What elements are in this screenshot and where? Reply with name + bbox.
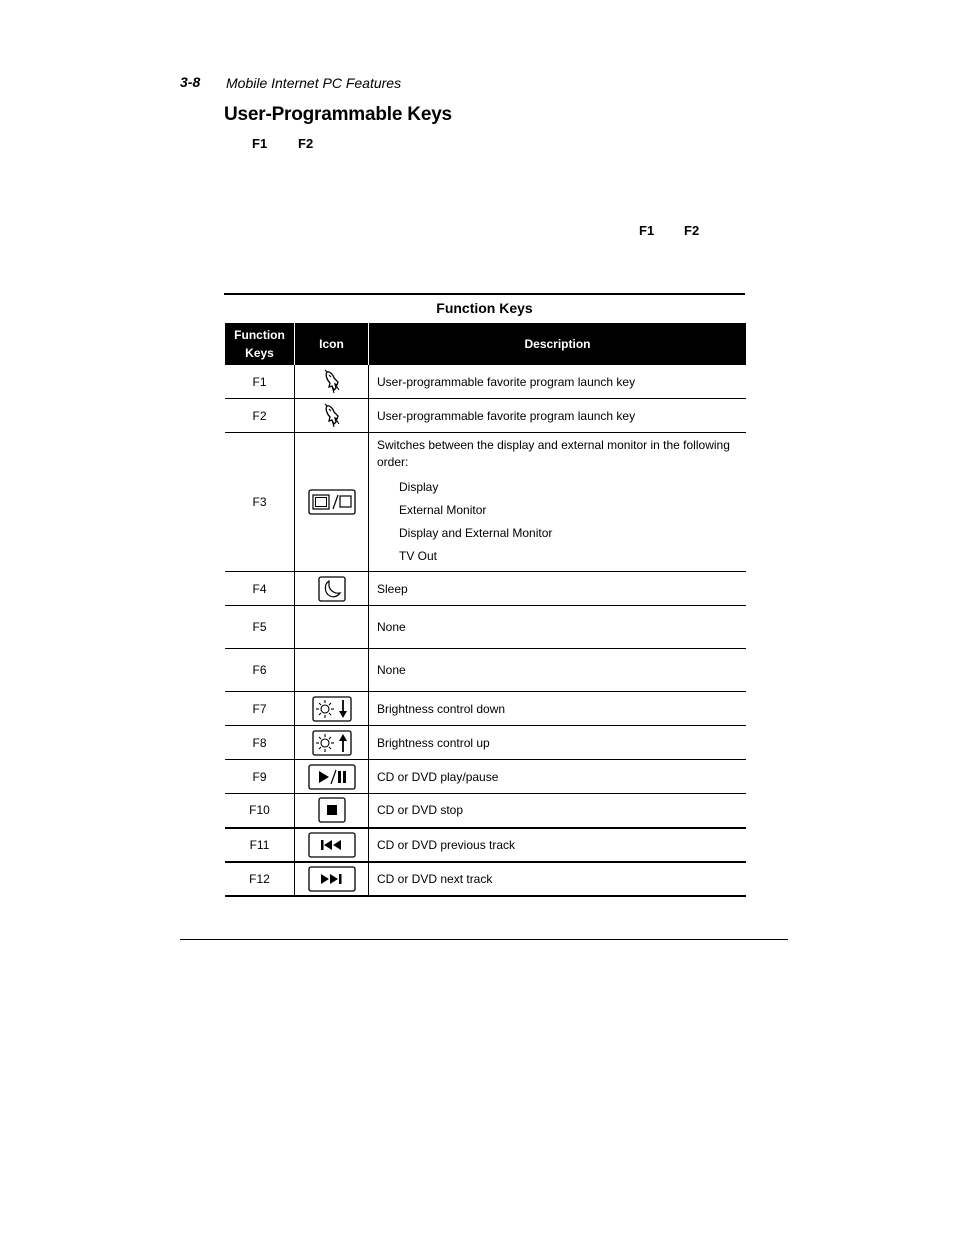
sleep-moon-icon [318,576,346,602]
function-key: F4 [225,572,295,606]
table-header-row [225,323,746,365]
key-description: None [369,606,747,649]
key-description: User-programmable favorite program launch key [369,399,747,433]
header-function-keys: Function Keys [225,323,295,365]
table-row [225,726,746,760]
table-row [225,606,746,649]
key-description: CD or DVD previous track [369,828,747,862]
key-ref-f1: F1 [252,136,268,151]
brightness-up-icon [312,730,352,756]
display-order-list [399,476,734,568]
list-item: Display and External Monitor [399,526,553,540]
table-row [225,433,746,572]
function-key: F3 [225,433,295,572]
table-row [225,862,746,896]
key-description: CD or DVD stop [369,794,747,828]
table-top-rule [224,293,745,295]
list-item: External Monitor [399,503,487,517]
function-key: F2 [225,399,295,433]
table-row [225,399,746,433]
function-keys-table [225,323,746,897]
key-description: CD or DVD play/pause [369,760,747,794]
function-key: F9 [225,760,295,794]
play-pause-icon [308,764,356,790]
section-title: User-Programmable Keys [224,104,452,125]
list-item: Display [399,480,439,494]
function-key: F8 [225,726,295,760]
key-description: None [369,649,747,692]
stop-icon [318,797,346,823]
display-toggle-icon [308,489,356,515]
function-key: F10 [225,794,295,828]
function-key: F12 [225,862,295,896]
table-row [225,365,746,399]
key-ref-f2: F2 [684,223,700,238]
footer-rule [180,939,788,940]
function-key: F6 [225,649,295,692]
next-track-icon [308,866,356,892]
key-ref-f2: F2 [298,136,314,151]
rocket-launch-icon [321,403,343,429]
function-key: F7 [225,692,295,726]
header-description: Description [369,323,747,365]
table-row [225,572,746,606]
function-key: F11 [225,828,295,862]
key-description: User-programmable favorite program launch key [369,365,747,399]
key-description: CD or DVD next track [369,862,747,896]
table-caption: Function Keys [436,300,533,316]
previous-track-icon [308,832,356,858]
header-icon: Icon [295,323,369,365]
table-row [225,649,746,692]
brightness-down-icon [312,696,352,722]
function-key: F5 [225,606,295,649]
table-row [225,692,746,726]
table-row [225,794,746,828]
key-description: Brightness control down [369,692,747,726]
key-description: Brightness control up [369,726,747,760]
key-ref-f1: F1 [639,223,655,238]
function-key: F1 [225,365,295,399]
table-row [225,760,746,794]
rocket-launch-icon [321,369,343,395]
running-head: Mobile Internet PC Features [226,75,402,91]
key-description: Switches between the display and external monitor in the following order: [377,438,730,469]
key-description: Sleep [369,572,747,606]
page-number: 3-8 [180,74,201,90]
list-item: TV Out [399,549,438,563]
table-row [225,828,746,862]
